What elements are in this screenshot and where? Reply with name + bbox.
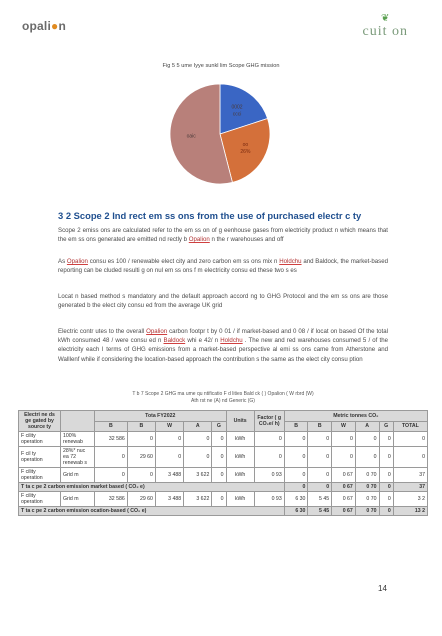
table-caption xyxy=(58,391,388,404)
table-cell: 0 xyxy=(393,432,427,447)
paragraph-4 xyxy=(58,327,388,364)
ghg-table xyxy=(18,410,428,516)
table-subhead-cell: G xyxy=(212,421,226,432)
table-subhead-cell: B xyxy=(308,421,332,432)
opalion-logo xyxy=(22,19,66,33)
table-cell: 0 xyxy=(332,432,356,447)
logo-left-text-end: n xyxy=(58,19,66,33)
table-cell: 0 xyxy=(155,447,183,468)
pie-chart xyxy=(150,78,290,190)
table-cell: 0 xyxy=(284,432,308,447)
table-head-tonnes: Metric tonnes CO₂ xyxy=(284,411,427,422)
table-cell: kWh xyxy=(226,492,254,507)
table-cell: 0 xyxy=(212,468,226,483)
table-cell: 3 488 xyxy=(155,468,183,483)
table-cell: 0 xyxy=(254,447,284,468)
table-cell: 6 30 xyxy=(284,492,308,507)
table-cell: 0 xyxy=(127,432,155,447)
p2-text-start: As xyxy=(58,258,66,265)
table-cell: 0 xyxy=(155,432,183,447)
p4-highlight-1: Opalion xyxy=(146,328,168,335)
table-cell: 28%* nuc ea 72 renewab s xyxy=(61,447,95,468)
table-cell: 0 xyxy=(212,447,226,468)
p2-highlight-1: Opalion xyxy=(66,258,88,265)
table-cell: 0 70 xyxy=(355,483,379,492)
table-cell: 0 xyxy=(212,432,226,447)
table-cell: T ta c pe 2 carbon emission market based ( CO₂ e) xyxy=(19,483,285,492)
table-cell: 0 xyxy=(379,492,393,507)
table-cell: 0 70 xyxy=(355,507,379,516)
table-cell: 0 xyxy=(184,447,212,468)
p2-highlight-2: Holdchu xyxy=(279,258,302,265)
pie-slice-label: 0002 xyxy=(231,104,243,111)
table-cell: 0 70 xyxy=(355,492,379,507)
table-cell: 0 67 xyxy=(332,507,356,516)
p1-text: Scope 2 emiss ons are calculated refer to the em ss on of g eenhouse gases from electricity product n which means that the em ss ons generated are emitted nd rectly b xyxy=(58,227,388,244)
table-subhead-cell: TOTAL xyxy=(393,421,427,432)
table-row xyxy=(19,447,428,468)
figure-caption: Fig 5 5 ume Iyye sunkl lim Scope GHG mission xyxy=(162,63,280,69)
table-cell: 0 93 xyxy=(254,492,284,507)
table-cell: 0 93 xyxy=(254,468,284,483)
table-cell: 0 xyxy=(95,468,128,483)
table-caption-line-1: T b 7 Scope 2 GHG ma ume qu ntificatio F d lities Bald ck ( ) Opalion ( W rbrd (W) xyxy=(132,391,314,397)
section-heading: 3 2 Scope 2 Ind rect em ss ons from the use of purchased electr c ty xyxy=(58,210,362,221)
p1-text-end: n the r warehouses and off xyxy=(211,236,284,244)
table-cell: 0 xyxy=(308,432,332,447)
table-cell: 0 xyxy=(284,483,308,492)
table-cell: F cility operation xyxy=(19,492,61,507)
table-cell: 37 xyxy=(393,483,427,492)
p4-text-mid-2: whi e 42/ n xyxy=(187,337,219,345)
table-cell: 0 xyxy=(308,447,332,468)
leaf-icon: ❦ xyxy=(381,13,390,24)
p2-text-mid-1: consu es 100 / renewable elect city and zero carbon em ss ons mix n xyxy=(89,258,278,265)
table-cell: 0 xyxy=(212,492,226,507)
table-subhead-cell: A xyxy=(184,421,212,432)
table-total-row xyxy=(19,507,428,516)
table-cell: 0 xyxy=(355,447,379,468)
table-subhead-cell: G xyxy=(379,421,393,432)
pie-slice-label: oaic xyxy=(186,133,196,140)
table-cell: 32 586 xyxy=(95,492,128,507)
table-head-source: Electri ne ds ge gated by source ty xyxy=(19,411,61,432)
table-cell: 3 622 xyxy=(184,468,212,483)
table-cell: 0 xyxy=(284,468,308,483)
table-cell: 0 xyxy=(95,447,128,468)
p4-highlight-2: Baldock xyxy=(163,337,186,345)
table-cell: 0 xyxy=(379,447,393,468)
table-cell: T ta c pe 2 carbon emission ocation-based ( CO₂ e) xyxy=(19,507,285,516)
table-cell: 0 67 xyxy=(332,492,356,507)
table-caption-line-2: Ath rst ne (A) nd Generic (G) xyxy=(191,397,255,404)
table-cell: 5 45 xyxy=(308,492,332,507)
table-cell: 0 xyxy=(127,468,155,483)
table-cell: 0 xyxy=(379,468,393,483)
table-cell: 32 586 xyxy=(95,432,128,447)
table-row xyxy=(19,432,428,447)
cuiton-logo xyxy=(363,14,409,40)
table-head-units: Units xyxy=(226,411,254,432)
table-subhead-cell: B xyxy=(284,421,308,432)
table-subhead-cell: B xyxy=(95,421,128,432)
table-cell: 0 xyxy=(355,432,379,447)
table-cell: Grid m xyxy=(61,492,95,507)
table-cell: kWh xyxy=(226,447,254,468)
table-cell: 0 67 xyxy=(332,468,356,483)
table-cell: F cility operation xyxy=(19,432,61,447)
table-subhead-cell: B xyxy=(127,421,155,432)
page-number: 14 xyxy=(378,584,387,593)
paragraph-3: Locat n based method s mandatory and the default approach accord ng to GHG Protocol and the em ss ons are those generated b the elect city consu ed from the average UK grid xyxy=(58,293,388,310)
table-cell: 0 xyxy=(184,432,212,447)
p4-highlight-3: Holdchu xyxy=(220,337,243,345)
table-cell: 0 xyxy=(284,447,308,468)
paragraph-1 xyxy=(58,226,388,244)
table-cell: F cil ty operation xyxy=(19,447,61,468)
table-cell: 3 2 xyxy=(393,492,427,507)
table-subhead-cell: A xyxy=(355,421,379,432)
table-cell: 100% renewab xyxy=(61,432,95,447)
table-cell: 29 60 xyxy=(127,492,155,507)
table-cell: 0 xyxy=(393,447,427,468)
p2-text-mid-2: and Baldock, the market-based reporting can be cluded resulti g on nul em ss ons f m electricity consu ed these two s es xyxy=(58,258,388,275)
logo-left-text: opali xyxy=(22,19,52,33)
logo-accent-icon: ● xyxy=(51,19,59,33)
table-cell: 0 xyxy=(379,507,393,516)
table-cell: 5 45 xyxy=(308,507,332,516)
logo-right-text: cuit on xyxy=(362,24,408,39)
table-cell: 0 xyxy=(308,483,332,492)
table-cell: 6 30 xyxy=(284,507,308,516)
table-cell: 29 60 xyxy=(127,447,155,468)
table-cell: 3 488 xyxy=(155,492,183,507)
p4-text-mid-1: carbon footpr t by 0 01 / if market-based and 0 08 / if locat on based Of the total kWh consumed 48 / were consu ed n xyxy=(58,328,388,345)
table-cell: 3 622 xyxy=(184,492,212,507)
table-subhead-cell: W xyxy=(155,421,183,432)
table-cell: F cility operation xyxy=(19,468,61,483)
table-total-row xyxy=(19,483,428,492)
table-cell: 0 xyxy=(332,447,356,468)
table-cell: 13 2 xyxy=(393,507,427,516)
pie-slice-label: 26% xyxy=(240,148,251,155)
table-cell: Grid m xyxy=(61,468,95,483)
table-head-blank xyxy=(61,411,95,432)
table-cell: 0 xyxy=(379,432,393,447)
table-cell: 0 xyxy=(379,483,393,492)
pie-slice-label: ccci xyxy=(232,111,242,118)
pie-slice-label: oo xyxy=(242,141,249,148)
table-cell: kWh xyxy=(226,468,254,483)
table-cell: 37 xyxy=(393,468,427,483)
table-row xyxy=(19,492,428,507)
table-cell: 0 xyxy=(254,432,284,447)
table-cell: 0 70 xyxy=(355,468,379,483)
table-row xyxy=(19,468,428,483)
p4-text-start: Electric contr utes to the overall xyxy=(58,328,145,335)
table-subhead-cell: W xyxy=(332,421,356,432)
table-cell: 0 xyxy=(308,468,332,483)
table-head-totals: Tota FY2022 xyxy=(95,411,227,422)
table-cell: 0 67 xyxy=(332,483,356,492)
paragraph-2 xyxy=(58,257,388,275)
p1-highlight: Opalion xyxy=(188,236,210,244)
table-cell: kWh xyxy=(226,432,254,447)
table-head-factor: Factor ( g CO₂e/ h) xyxy=(254,411,284,432)
p4-text-end: . The new and red warehouses consumed 5 / of the electricity each I terms of GHG emissions from a market-based perspective al emi ss ons came from Atherstone and Walllenf while if considering the location-based approach the contribution s the same as the elect city consu ption xyxy=(58,337,388,363)
